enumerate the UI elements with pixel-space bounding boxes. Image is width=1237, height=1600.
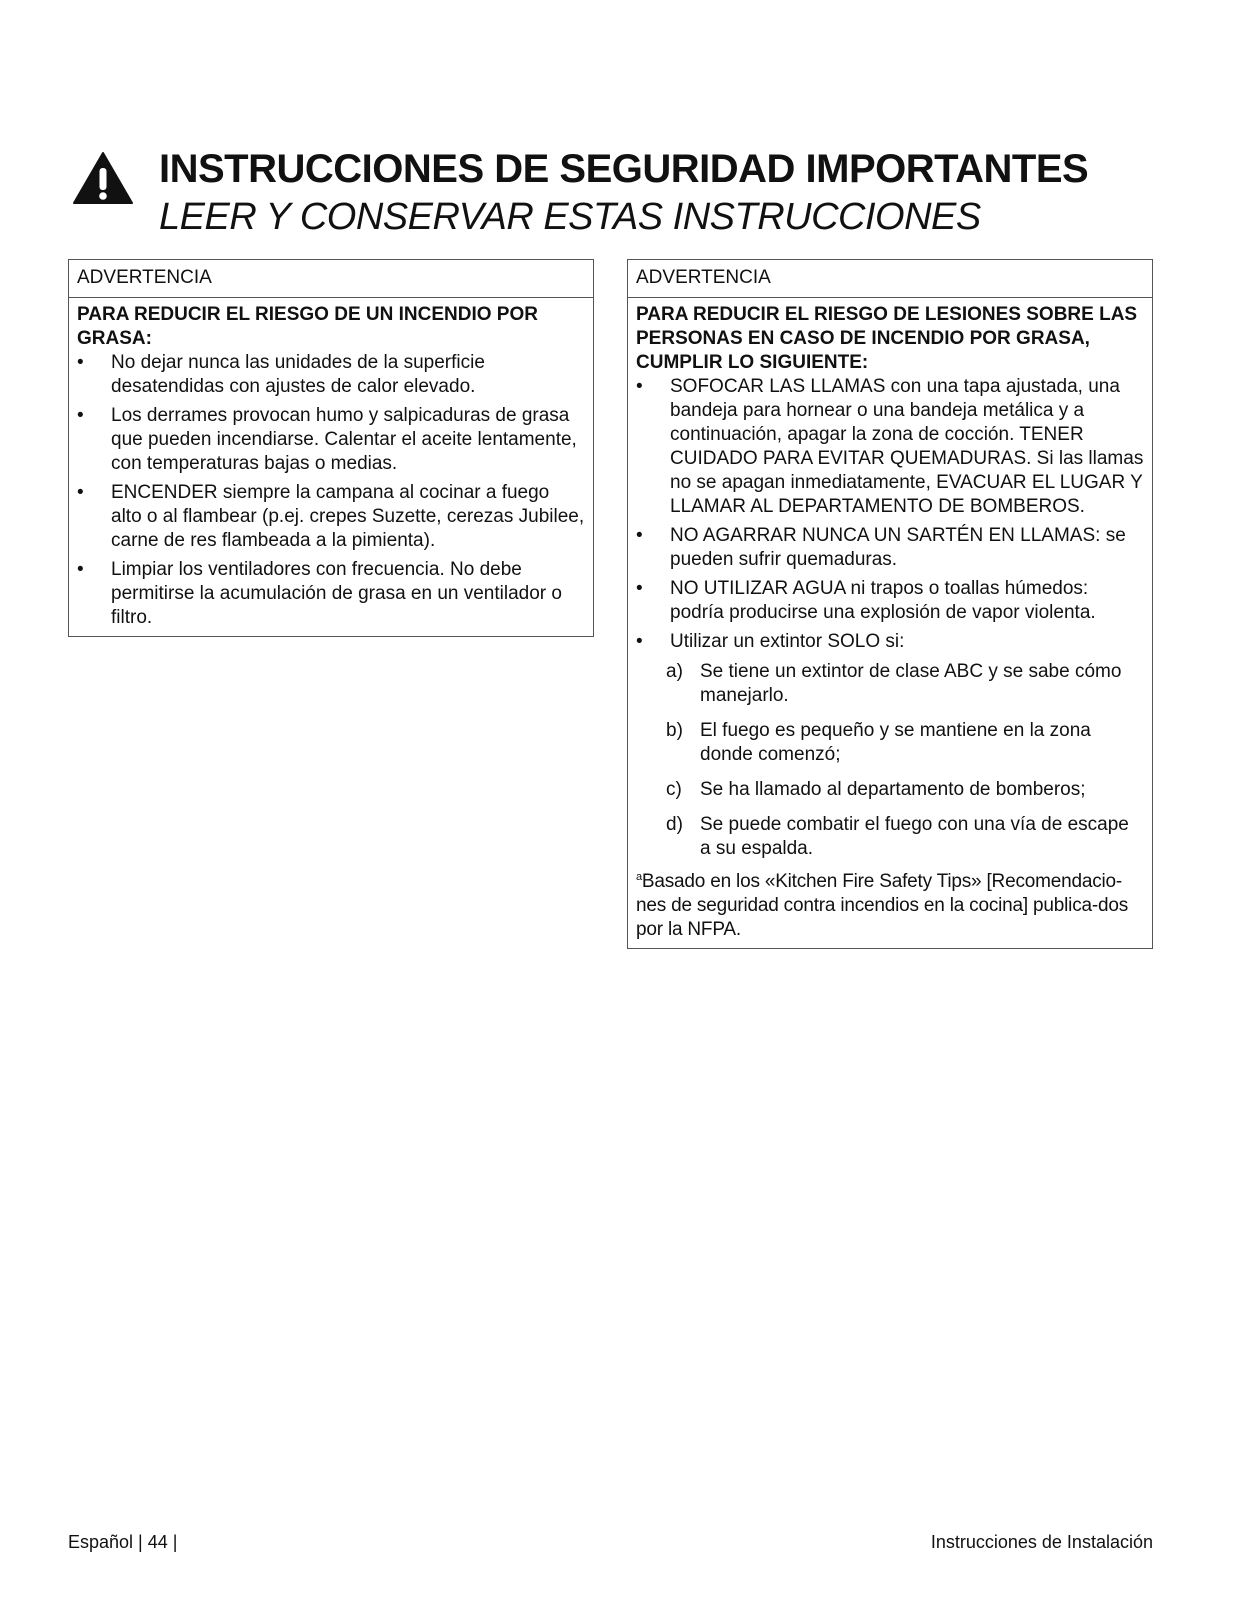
list-marker: d) (666, 814, 683, 835)
list-item (636, 375, 1144, 519)
list-item-text: Se ha llamado al departamento de bomberos; (700, 779, 1086, 800)
warning-box-grease-fire (68, 259, 594, 637)
list-item (636, 630, 1144, 654)
list-marker: a) (666, 661, 683, 682)
list-item-text: SOFOCAR LAS LLAMAS con una tapa ajustada, una bandeja para hornear o una bandeja metálica y a continuación, apagar la zona de cocción. TENER CUIDADO PARA EVITAR QUEMADURAS. Si las llamas no se apagan inmediatamente, EVACUAR EL LUGAR Y LLAMAR AL DEPARTAMENTO DE BOMBEROS. (670, 376, 1144, 517)
bullet-icon: • (636, 376, 643, 397)
warning-list (636, 375, 1144, 654)
footer-document-title: Instrucciones de Instalación (930, 1532, 1153, 1552)
list-item (636, 524, 1144, 572)
list-item (77, 404, 585, 476)
bullet-icon: • (636, 631, 643, 652)
warning-lead: PARA REDUCIR EL RIESGO DE LESIONES SOBRE LAS PERSONAS EN CASO DE INCENDIO POR GRASA, CUMPLIR LO SIGUIENTE: (636, 304, 1138, 373)
bullet-icon: • (77, 405, 84, 426)
list-item-text: ENCENDER siempre la campana al cocinar a fuego alto o al flambear (p.ej. crepes Suzette, cerezas Jubilee, carne de res flambeada a la pimienta). (111, 482, 585, 551)
warning-triangle-icon (72, 151, 134, 205)
list-item-text: NO UTILIZAR AGUA ni trapos o toallas húmedos: podría producirse una explosión de vapor violenta. (670, 578, 1096, 623)
list-item-text: NO AGARRAR NUNCA UN SARTÉN EN LLAMAS: se pueden sufrir quemaduras. (670, 525, 1126, 570)
list-marker: b) (666, 720, 683, 741)
bullet-icon: • (77, 482, 84, 503)
extinguisher-conditions-list (636, 660, 1144, 861)
list-item-text: Utilizar un extintor SOLO si: (670, 631, 905, 652)
list-item (636, 660, 1144, 708)
list-item (77, 481, 585, 553)
footer-page-number: Español | 44 | (68, 1532, 178, 1552)
list-item-text: No dejar nunca las unidades de la superficie desatendidas con ajustes de calor elevado. (111, 352, 485, 397)
list-item (636, 813, 1144, 861)
bullet-icon: • (636, 578, 643, 599)
bullet-icon: • (636, 525, 643, 546)
warning-heading: ADVERTENCIA (628, 260, 1152, 298)
bullet-icon: • (77, 352, 84, 373)
page-title: INSTRUCCIONES DE SEGURIDAD IMPORTANTES (159, 147, 1089, 191)
list-item-text: Se tiene un extintor de clase ABC y se sabe cómo manejarlo. (700, 661, 1122, 706)
warning-heading: ADVERTENCIA (69, 260, 593, 298)
footnote-text: Basado en los «Kitchen Fire Safety Tips» [Recomendacio-nes de seguridad contra incendios en la cocina] publica-dos por la NFPA. (636, 871, 1129, 940)
list-item-text: Se puede combatir el fuego con una vía de escape a su espalda. (700, 814, 1129, 859)
list-item (636, 719, 1144, 767)
page-subtitle: LEER Y CONSERVAR ESTAS INSTRUCCIONES (159, 196, 981, 238)
list-item-text: Los derrames provocan humo y salpicaduras de grasa que pueden incendiarse. Calentar el aceite lentamente, con temperaturas bajas o medias. (111, 405, 577, 474)
footnote (636, 865, 1144, 942)
list-item-text: Limpiar los ventiladores con frecuencia. No debe permitirse la acumulación de grasa en un ventilador o filtro. (111, 559, 562, 628)
list-marker: c) (666, 779, 682, 800)
bullet-icon: • (77, 559, 84, 580)
warning-lead: PARA REDUCIR EL RIESGO DE UN INCENDIO POR GRASA: (77, 304, 538, 349)
warning-box-injury-prevention (627, 259, 1153, 949)
list-item (636, 778, 1144, 802)
list-item (77, 351, 585, 399)
footnote-mark: a (636, 871, 642, 883)
list-item (77, 558, 585, 630)
list-item (636, 577, 1144, 625)
list-item-text: El fuego es pequeño y se mantiene en la zona donde comenzó; (700, 720, 1091, 765)
warning-list (77, 351, 585, 630)
